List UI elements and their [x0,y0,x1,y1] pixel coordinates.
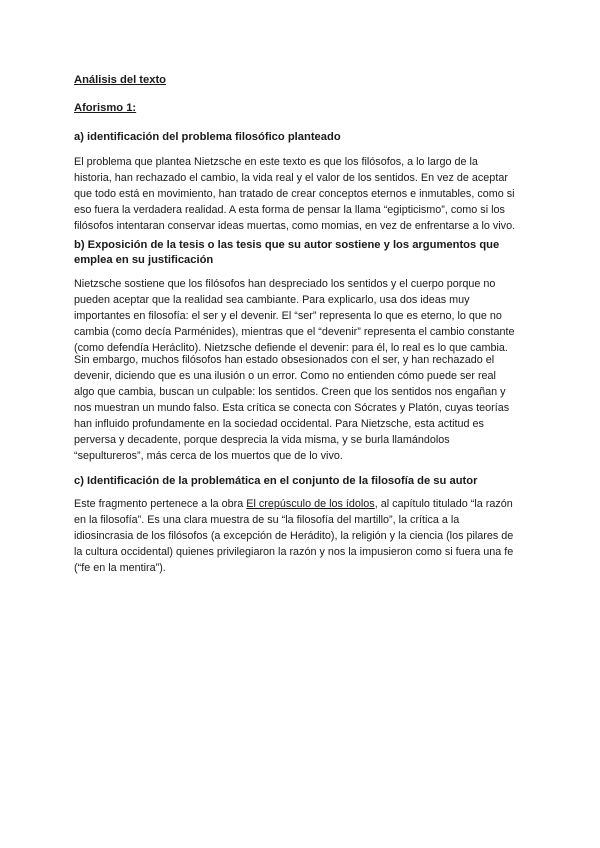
paragraph-line: algo que cambia, buscan un culpable: los sentidos. Creen que los sentidos nos engañan y [74,386,506,398]
section-b-heading [74,238,499,268]
paragraph-line: Sin embargo, muchos filósofos han estado obsesionados con el ser, y han rechazado el [74,354,495,366]
section-b-paragraph-1 [74,276,530,356]
paragraph-line: devenir, diciendo que es una ilusión o un error. Como no entienden cómo puede ser real [74,370,496,382]
line-text: Este fragmento pertenece a la obra [74,498,247,510]
book-title-link[interactable]: El crepúsculo de los ídolos [246,498,375,510]
paragraph-line: que todo está en movimiento, han tratado de crear conceptos eternos e inmutables, como si [74,188,515,200]
section-a-paragraph [74,154,530,234]
paragraph-line: “sepultureros”, más cerca de los muertos que de lo vivo. [74,450,343,462]
paragraph-line: El problema que plantea Nietzsche en este texto es que los filósofos, a lo largo de la [74,156,478,168]
paragraph-line: eso fuera la verdadera realidad. A esta forma de pensar la llama “egipticismo”, como si los [74,204,505,216]
document-title: Análisis del texto [74,74,167,86]
paragraph-line: filósofos intentaran conservar ideas muertas, como momias, en vez de enfrentarse a lo vivo. [74,220,516,232]
paragraph-line: en la filosofía”. Es una clara muestra de su “la filosofía del martillo”, la crítica a la [74,514,460,526]
section-a-heading: a) identificación del problema filosófico planteado [74,131,341,143]
heading-line: b) Exposición de la tesis o las tesis que su autor sostiene y los argumentos que [74,239,500,251]
section-b-paragraph-2 [74,352,530,464]
paragraph-line: han influido profundamente en la sociedad occidental. Para Nietzsche, esta actitud es [74,418,484,430]
paragraph-line [74,496,530,512]
paragraph-line: Nietzsche sostiene que los filósofos han despreciado los sentidos y el cuerpo porque no [74,278,496,290]
paragraph-line: cambia (como decía Parménides), mientras que el “devenir” representa el cambio constante [74,326,515,338]
section-c-heading: c) Identificación de la problemática en el conjunto de la filosofía de su autor [74,475,478,487]
paragraph-line: historia, han rechazado el cambio, la vida real y el valor de los sentidos. En vez de aceptar [74,172,508,184]
document-subtitle: Aforismo 1: [74,102,137,114]
line-text: , al capítulo titulado “la razón [374,498,513,510]
paragraph-line: perversa y decadente, porque desprecia la vida misma, y se burla llamándolos [74,434,450,446]
paragraph-line: la cultura occidental) quienes privilegiaron la razón y nos la impusieron como si fuera una fe [74,546,514,558]
paragraph-line: importantes en filosofía: el ser y el devenir. El “ser” representa lo que es eterno, lo que no [74,310,502,322]
section-c-paragraph [74,496,530,576]
heading-line: emplea en su justificación [74,254,214,266]
paragraph-line: (“fe en la mentira”). [74,562,166,574]
paragraph-line: idiosincrasia de los filósofos (a excepción de Herádito), la religión y la ciencia (los pilares de [74,530,514,542]
paragraph-line: pueden aceptar que la realidad sea cambiante. Para explicarlo, usa dos ideas muy [74,294,470,306]
paragraph-line: (como defendía Heráclito). Nietzsche defiende el devenir: para él, lo real es lo que cambia. [74,342,508,354]
paragraph-line: nos muestran un mundo falso. Esta crítica se conecta con Sócrates y Platón, cuyas teorías [74,402,510,414]
